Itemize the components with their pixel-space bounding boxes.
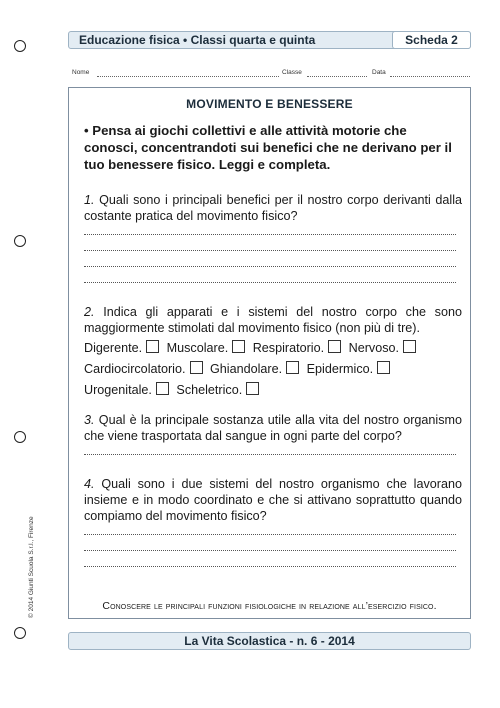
question-2-number: 2. <box>84 305 95 319</box>
question-3-text: Qual è la principale sostanza utile alla vita del nostro organismo che viene trasportata dal sangue in ogni parte del corpo? <box>84 413 463 443</box>
question-1-number: 1. <box>84 193 95 207</box>
classe-field[interactable] <box>307 69 367 77</box>
answer-line-4a[interactable] <box>84 534 456 535</box>
learning-objective: Conoscere le principali funzioni fisiologiche in relazione all’esercizio fisico. <box>102 600 437 612</box>
classe-label: Classe <box>282 69 302 76</box>
answer-line-4b[interactable] <box>84 550 456 551</box>
checkbox-digerente[interactable] <box>146 340 159 353</box>
options-row-2 <box>84 361 464 377</box>
question-2 <box>84 304 462 336</box>
checkbox-urogenitale[interactable] <box>156 382 169 395</box>
data-label: Data <box>372 69 386 76</box>
checkbox-cardiocircolatorio[interactable] <box>190 361 203 374</box>
option-muscolare: Muscolare. <box>167 340 246 356</box>
checkbox-ghiandolare[interactable] <box>286 361 299 374</box>
answer-line-1d[interactable] <box>84 282 456 283</box>
question-3 <box>84 412 462 444</box>
nome-label: Nome <box>72 69 90 76</box>
option-scheletrico: Scheletrico. <box>176 382 259 398</box>
binder-hole-1 <box>14 40 26 52</box>
answer-line-4c[interactable] <box>84 566 456 567</box>
question-4-text: Quali sono i due sistemi del nostro organismo che lavorano insieme e in modo coordinato e che si attivano soprattutto quando compiamo del movimento fisico? <box>84 477 462 523</box>
question-2-text: Indica gli apparati e i sistemi del nostro corpo che sono maggiormente stimolati dal movimento fisico (non più di tre). <box>84 305 462 335</box>
question-1-text: Quali sono i principali benefici per il nostro corpo derivanti dalla costante pratica del movimento fisico? <box>84 193 462 223</box>
nome-field[interactable] <box>97 69 279 77</box>
question-1 <box>84 192 462 224</box>
binder-hole-4 <box>14 627 26 639</box>
data-field[interactable] <box>390 69 470 77</box>
scheda-label: Scheda 2 <box>392 31 471 49</box>
copyright-text: © 2014 Giunti Scuola S.r.l., Firenze <box>28 516 35 618</box>
answer-line-3a[interactable] <box>84 454 456 455</box>
options-row-1 <box>84 340 464 356</box>
worksheet-box <box>68 87 471 619</box>
checkbox-scheletrico[interactable] <box>246 382 259 395</box>
option-urogenitale: Urogenitale. <box>84 382 169 398</box>
answer-line-1c[interactable] <box>84 266 456 267</box>
option-ghiandolare: Ghiandolare. <box>210 361 299 377</box>
intro-text: • Pensa ai giochi collettivi e alle attività motorie che conosci, concentrandoti sui benefici che ne derivano per il tuo benessere fisico. Leggi e completa. <box>84 123 452 172</box>
binder-hole-2 <box>14 235 26 247</box>
worksheet-title: MOVIMENTO E BENESSERE <box>186 97 353 111</box>
checkbox-respiratorio[interactable] <box>328 340 341 353</box>
answer-line-1b[interactable] <box>84 250 456 251</box>
question-4-number: 4. <box>84 477 95 491</box>
binder-hole-3 <box>14 431 26 443</box>
checkbox-nervoso[interactable] <box>403 340 416 353</box>
checkbox-muscolare[interactable] <box>232 340 245 353</box>
option-nervoso: Nervoso. <box>349 340 416 356</box>
checkbox-epidermico[interactable] <box>377 361 390 374</box>
option-respiratorio: Respiratorio. <box>253 340 341 356</box>
option-epidermico: Epidermico. <box>307 361 391 377</box>
header-bar <box>68 31 471 49</box>
student-info-row <box>72 69 470 81</box>
header-title: Educazione fisica • Classi quarta e quinta <box>79 33 316 47</box>
question-4 <box>84 476 462 524</box>
options-row-3 <box>84 382 464 398</box>
option-digerente: Digerente. <box>84 340 159 356</box>
option-cardiocircolatorio: Cardiocircolatorio. <box>84 361 203 377</box>
footer-bar: La Vita Scolastica - n. 6 - 2014 <box>68 632 471 650</box>
answer-line-1a[interactable] <box>84 234 456 235</box>
question-3-number: 3. <box>84 413 95 427</box>
